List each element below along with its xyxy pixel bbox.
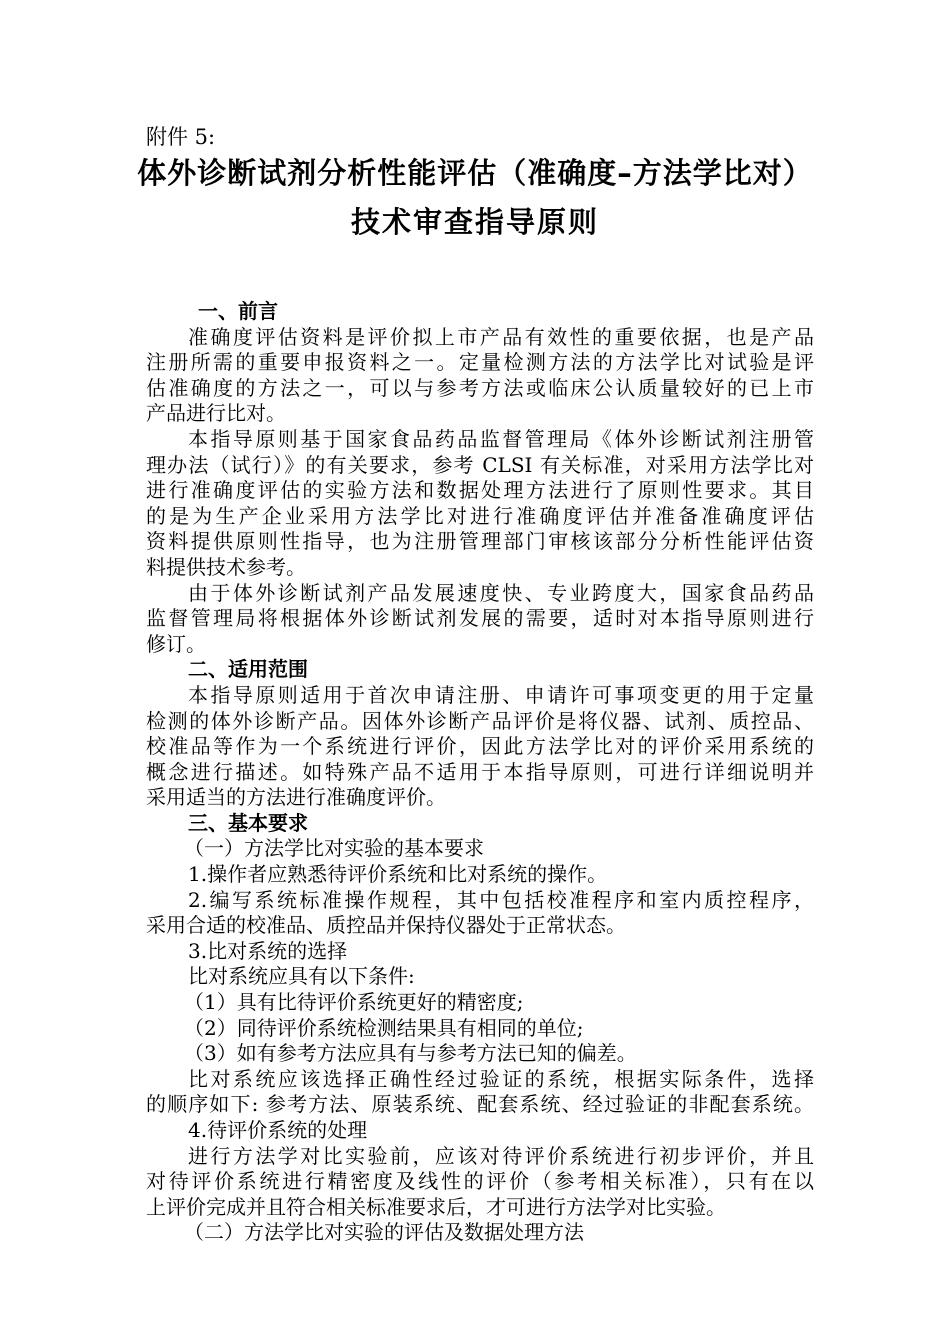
paragraph-line: 理办法（试行）》的有关要求，参考 CLSI 有关标准，对采用方法学比对: [146, 452, 814, 477]
document-title-line-1: 体外诊断试剂分析性能评估（准确度–方法学比对）: [137, 156, 813, 190]
paragraph-line: 的顺序如下: 参考方法、原装系统、配套系统、经过验证的非配套系统。: [146, 1092, 814, 1117]
paragraph-line: 采用合适的校准品、质控品并保持仪器处于正常状态。: [146, 913, 626, 938]
paragraph-line: 对待评价系统进行精密度及线性的评价（参考相关标准），只有在以: [146, 1169, 814, 1194]
paragraph-line: 修订。: [146, 631, 206, 656]
paragraph-line: 检测的体外诊断产品。因体外诊断产品评价是将仪器、试剂、质控品、: [146, 708, 814, 733]
paragraph-line: 比对系统应该选择正确性经过验证的系统，根据实际条件，选择: [188, 1066, 814, 1091]
paragraph-line: 2.编写系统标准操作规程，其中包括校准程序和室内质控程序，: [188, 887, 814, 912]
section-heading-scope: 二、适用范围: [188, 657, 308, 682]
paragraph-line: 监督管理局将根据体外诊断试剂发展的需要，适时对本指导原则进行: [146, 606, 814, 631]
paragraph-line: 3.比对系统的选择: [188, 938, 348, 963]
paragraph-line: 的是为生产企业采用方法学比对进行准确度评估并准备准确度评估: [146, 503, 814, 528]
paragraph-line: 产品进行比对。: [146, 401, 286, 426]
paragraph-line: 由于体外诊断试剂产品发展速度快、专业跨度大，国家食品药品: [188, 580, 814, 605]
paragraph-line: 比对系统应具有以下条件:: [188, 964, 415, 989]
document-title-line-2: 技术审查指导原则: [350, 205, 599, 239]
document-body: [146, 299, 814, 1246]
paragraph-line: 上评价完成并且符合相关标准要求后，才可进行方法学对比实验。: [146, 1194, 726, 1219]
list-item: （3）如有参考方法应具有与参考方法已知的偏差。: [184, 1041, 637, 1066]
list-item: （1）具有比待评价系统更好的精密度;: [184, 990, 524, 1015]
paragraph-line: 本指导原则基于国家食品药品监督管理局《体外诊断试剂注册管: [188, 426, 814, 451]
paragraph-line: 概念进行描述。如特殊产品不适用于本指导原则，可进行详细说明并: [146, 759, 814, 784]
paragraph-line: 采用适当的方法进行准确度评价。: [146, 785, 446, 810]
paragraph-line: 资料提供原则性指导，也为注册管理部门审核该部分分析性能评估资: [146, 529, 814, 554]
paragraph-line: 进行准确度评估的实验方法和数据处理方法进行了原则性要求。其目: [146, 478, 814, 503]
paragraph-line: 估准确度的方法之一，可以与参考方法或临床公认质量较好的已上市: [146, 375, 814, 400]
paragraph-line: 准确度评估资料是评价拟上市产品有效性的重要依据，也是产品: [188, 324, 814, 349]
list-item: （2）同待评价系统检测结果具有相同的单位;: [184, 1015, 584, 1040]
paragraph-line: 校准品等作为一个系统进行评价，因此方法学比对的评价采用系统的: [146, 734, 814, 759]
section-heading-basic-requirements: 三、基本要求: [188, 810, 308, 835]
paragraph-line: 1.操作者应熟悉待评价系统和比对系统的操作。: [188, 862, 608, 887]
section-heading-preface: 一、前言: [198, 299, 278, 323]
paragraph-line: 4.待评价系统的处理: [188, 1118, 368, 1142]
subsection-heading: （一）方法学比对实验的基本要求: [184, 836, 484, 861]
subsection-heading: （二）方法学比对实验的评估及数据处理方法: [184, 1220, 584, 1245]
paragraph-line: 进行方法学对比实验前，应该对待评价系统进行初步评价，并且: [188, 1143, 814, 1168]
paragraph-line: 注册所需的重要申报资料之一。定量检测方法的方法学比对试验是评: [146, 350, 814, 375]
paragraph-line: 料提供技术参考。: [146, 554, 306, 579]
attachment-label: 附件 5:: [146, 125, 216, 149]
paragraph-line: 本指导原则适用于首次申请注册、申请许可事项变更的用于定量: [188, 682, 814, 707]
